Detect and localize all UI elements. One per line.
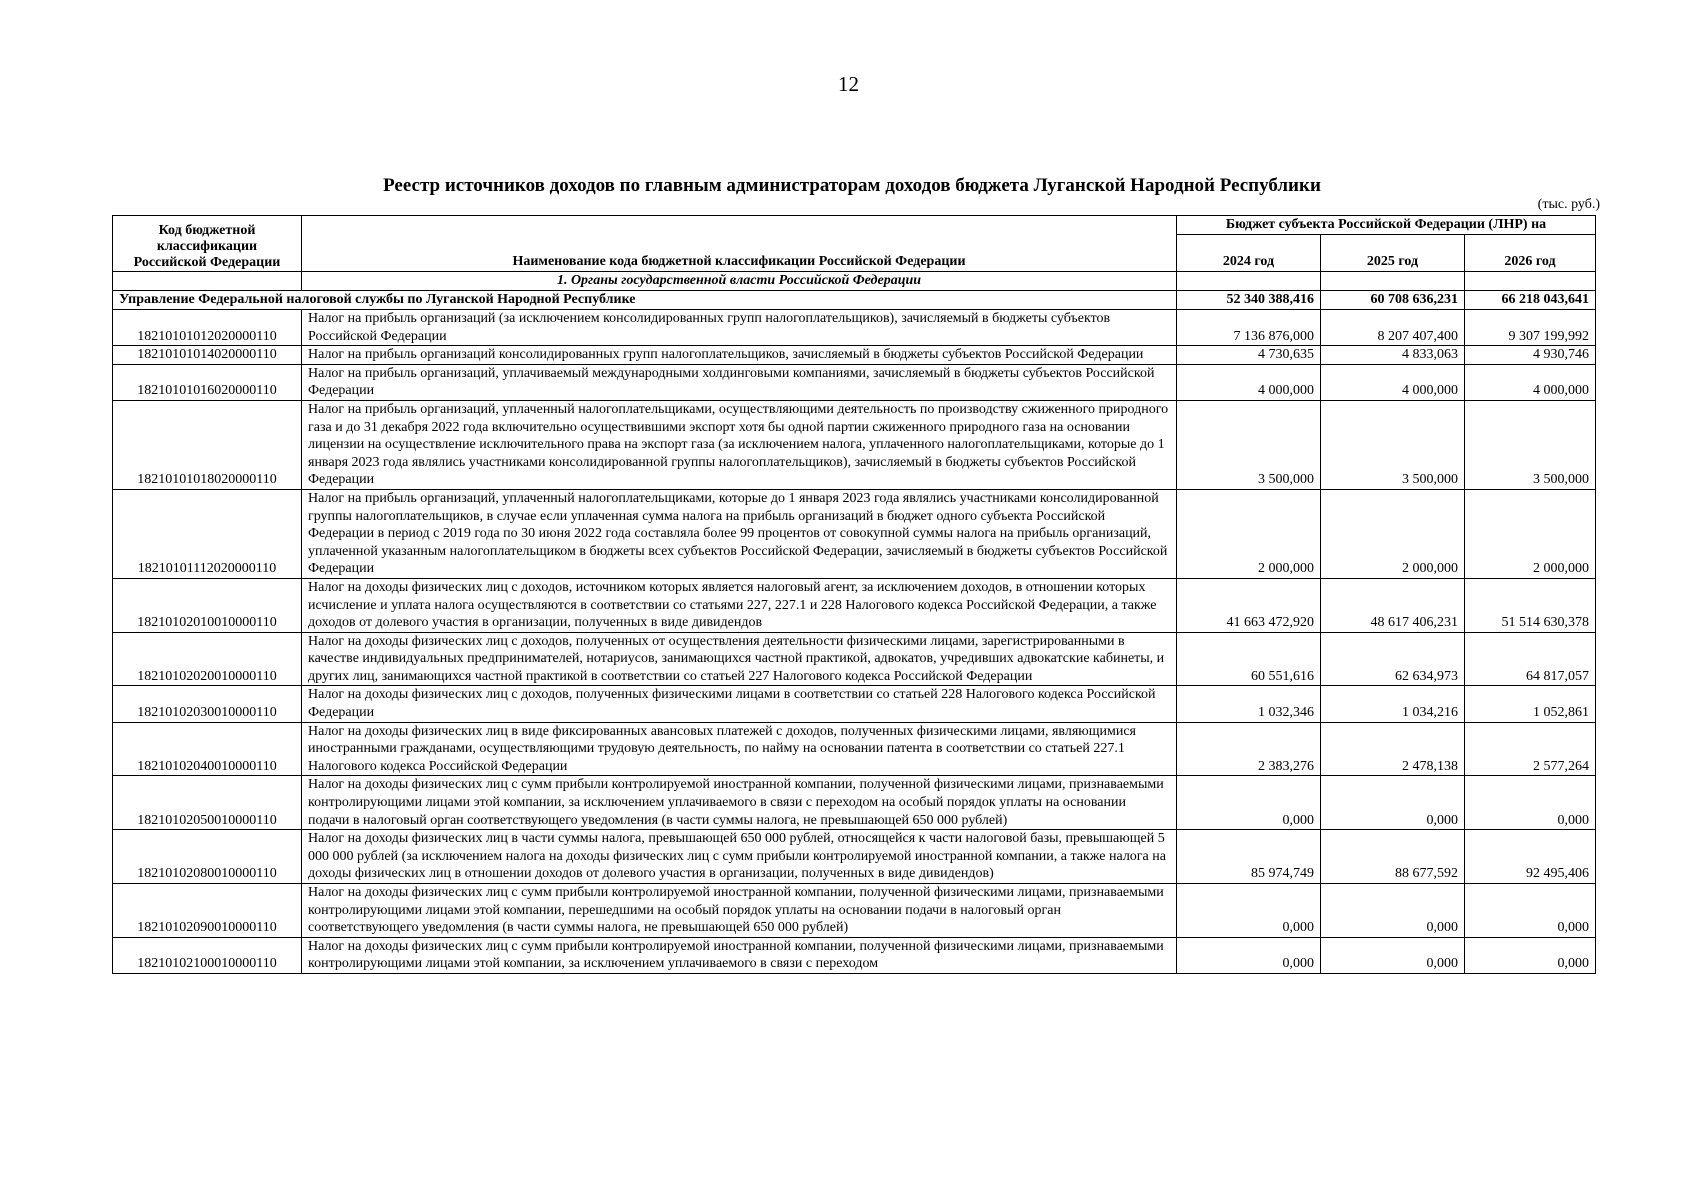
table-row [113,830,1596,884]
value-2024: 7 136 876,000 [1177,310,1321,346]
value-2024: 4 000,000 [1177,364,1321,400]
budget-code: 18210102050010000110 [113,776,302,830]
value-2025: 1 034,216 [1321,686,1465,722]
classification-name: Налог на прибыль организаций, уплаченный налогоплательщиками, осуществляющими деятельность по производству сжиженного природного газа и до 31 декабря 2022 года включительно осуществившими экспорт хотя бы одной партии сжиженного природного газа на основании лицензии на осуществление исключительного права на экспорт газа (за исключением налога, уплаченного налогоплательщиками, которые до 1 января 2023 года являлись участниками консолидированной группы налогоплательщиков), зачисляемый в бюджеты субъектов Российской Федерации [302,400,1177,489]
header-code: Код бюджетной классификации Российской Федерации [113,216,302,272]
value-2025: 4 000,000 [1321,364,1465,400]
classification-name: Налог на доходы физических лиц с сумм прибыли контролируемой иностранной компании, полученной физическими лицами, признаваемыми контролирующими лицами этой компании, перешедшими на особый порядок уплаты на основании подачи в налоговый орган соответствующего уведомления (в части суммы налога, не превышающей 650 000 рублей) [302,884,1177,938]
value-2026: 4 930,746 [1465,346,1596,365]
value-2026: 0,000 [1465,776,1596,830]
classification-name: Налог на доходы физических лиц с доходов, полученных физическими лицами в соответствии со статьей 228 Налогового кодекса Российской Федерации [302,686,1177,722]
value-2026: 51 514 630,378 [1465,578,1596,632]
budget-code: 18210102040010000110 [113,722,302,776]
value-2025: 2 000,000 [1321,489,1465,578]
classification-name: Налог на прибыль организаций, уплаченный налогоплательщиками, которые до 1 января 2023 года являлись участниками консолидированной группы налогоплательщиков, в случае если уплаченная сумма налога на прибыль организаций в бюджет одного субъекта Российской Федерации в период с 2019 года по 30 июня 2022 года составляла более 99 процентов от совокупной суммы налога на прибыль организаций, уплаченной указанным налогоплательщиком в бюджеты всех субъектов Российской Федерации, зачисляемый в бюджеты субъектов Российской Федерации [302,489,1177,578]
classification-name: Налог на доходы физических лиц с сумм прибыли контролируемой иностранной компании, полученной физическими лицами, признаваемыми контролирующими лицами этой компании, за исключением уплачиваемого в связи с переходом на особый порядок уплаты на основании подачи в налоговый орган соответствующего уведомления (в части суммы налога, не превышающей 650 000 рублей) [302,776,1177,830]
value-2026: 3 500,000 [1465,400,1596,489]
budget-code: 18210101012020000110 [113,310,302,346]
budget-code: 18210102090010000110 [113,884,302,938]
value-2024: 2 000,000 [1177,489,1321,578]
header-name: Наименование кода бюджетной классификации Российской Федерации [302,216,1177,272]
table-row [113,722,1596,776]
classification-name: Налог на доходы физических лиц в виде фиксированных авансовых платежей с доходов, полученных физическими лицами, являющимися иностранными гражданами, осуществляющими трудовую деятельность, по найму на основании патента в соответствии со статьей 227.1 Налогового кодекса Российской Федерации [302,722,1177,776]
value-2024: 41 663 472,920 [1177,578,1321,632]
budget-code: 18210102020010000110 [113,632,302,686]
admin-name: Управление Федеральной налоговой службы по Луганской Народной Республике [113,291,1177,310]
value-2024: 85 974,749 [1177,830,1321,884]
value-2026: 4 000,000 [1465,364,1596,400]
revenue-registry-table [112,215,1596,974]
table-row [113,632,1596,686]
section-row [113,272,1596,291]
header-year-2026: 2026 год [1465,235,1596,272]
value-2026: 9 307 199,992 [1465,310,1596,346]
admin-total-2025: 60 708 636,231 [1321,291,1465,310]
admin-total-2024: 52 340 388,416 [1177,291,1321,310]
value-2026: 92 495,406 [1465,830,1596,884]
budget-code: 18210102080010000110 [113,830,302,884]
value-2026: 0,000 [1465,884,1596,938]
table-row [113,489,1596,578]
value-2024: 0,000 [1177,884,1321,938]
value-2026: 2 000,000 [1465,489,1596,578]
budget-code: 18210102100010000110 [113,937,302,973]
table-row [113,776,1596,830]
admin-row [113,291,1596,310]
table-row [113,937,1596,973]
value-2024: 0,000 [1177,776,1321,830]
classification-name: Налог на доходы физических лиц с доходов, источником которых является налоговый агент, за исключением доходов, в отношении которых исчисление и уплата налога осуществляются в соответствии со статьями 227, 227.1 и 228 Налогового кодекса Российской Федерации, а также доходов от долевого участия в организации, полученных в виде дивидендов [302,578,1177,632]
header-budget: Бюджет субъекта Российской Федерации (ЛНР) на [1177,216,1596,235]
table-row [113,346,1596,365]
budget-code: 18210101016020000110 [113,364,302,400]
table-row [113,686,1596,722]
value-2025: 62 634,973 [1321,632,1465,686]
classification-name: Налог на прибыль организаций, уплачиваемый международными холдинговыми компаниями, зачисляемый в бюджеты субъектов Российской Федерации [302,364,1177,400]
header-year-2024: 2024 год [1177,235,1321,272]
units-note: (тыс. руб.) [1537,197,1600,212]
value-2025: 48 617 406,231 [1321,578,1465,632]
table-row [113,400,1596,489]
value-2025: 3 500,000 [1321,400,1465,489]
classification-name: Налог на прибыль организаций консолидированных групп налогоплательщиков, зачисляемый в бюджеты субъектов Российской Федерации [302,346,1177,365]
section-empty-cell [1321,272,1465,291]
value-2026: 0,000 [1465,937,1596,973]
page-number: 12 [838,72,859,96]
budget-code: 18210101112020000110 [113,489,302,578]
admin-total-2026: 66 218 043,641 [1465,291,1596,310]
value-2026: 64 817,057 [1465,632,1596,686]
value-2024: 3 500,000 [1177,400,1321,489]
value-2025: 0,000 [1321,776,1465,830]
value-2024: 2 383,276 [1177,722,1321,776]
value-2025: 2 478,138 [1321,722,1465,776]
value-2025: 0,000 [1321,884,1465,938]
classification-name: Налог на доходы физических лиц с сумм прибыли контролируемой иностранной компании, полученной физическими лицами, признаваемыми контролирующими лицами этой компании, за исключением уплачиваемого в связи с переходом [302,937,1177,973]
budget-code: 18210102010010000110 [113,578,302,632]
header-year-2025: 2025 год [1321,235,1465,272]
section-empty-cell [1177,272,1321,291]
table-header [113,216,1596,272]
budget-code: 18210102030010000110 [113,686,302,722]
document-title: Реестр источников доходов по главным администраторам доходов бюджета Луганской Народной Республики [383,175,1321,196]
table-row [113,364,1596,400]
value-2024: 1 032,346 [1177,686,1321,722]
table-body [113,272,1596,974]
table-row [113,578,1596,632]
section-code-cell [113,272,302,291]
table-row [113,884,1596,938]
value-2025: 0,000 [1321,937,1465,973]
section-title: 1. Органы государственной власти Российской Федерации [302,272,1177,291]
value-2026: 1 052,861 [1465,686,1596,722]
budget-code: 18210101018020000110 [113,400,302,489]
value-2025: 8 207 407,400 [1321,310,1465,346]
section-empty-cell [1465,272,1596,291]
value-2024: 4 730,635 [1177,346,1321,365]
value-2025: 88 677,592 [1321,830,1465,884]
table-row [113,310,1596,346]
classification-name: Налог на доходы физических лиц в части суммы налога, превышающей 650 000 рублей, относящейся к части налоговой базы, превышающей 5 000 000 рублей (за исключением налога на доходы физических лиц с сумм прибыли контролируемой иностранной компании, а также налога на доходы физических лиц в отношении доходов от долевого участия в организации, полученных в виде дивидендов) [302,830,1177,884]
value-2024: 60 551,616 [1177,632,1321,686]
value-2026: 2 577,264 [1465,722,1596,776]
classification-name: Налог на доходы физических лиц с доходов, полученных от осуществления деятельности физическими лицами, зарегистрированными в качестве индивидуальных предпринимателей, нотариусов, занимающихся частной практикой, адвокатов, учредивших адвокатские кабинеты, и других лиц, занимающихся частной практикой в соответствии со статьей 227 Налогового кодекса Российской Федерации [302,632,1177,686]
value-2024: 0,000 [1177,937,1321,973]
classification-name: Налог на прибыль организаций (за исключением консолидированных групп налогоплательщиков), зачисляемый в бюджеты субъектов Российской Федерации [302,310,1177,346]
budget-code: 18210101014020000110 [113,346,302,365]
value-2025: 4 833,063 [1321,346,1465,365]
